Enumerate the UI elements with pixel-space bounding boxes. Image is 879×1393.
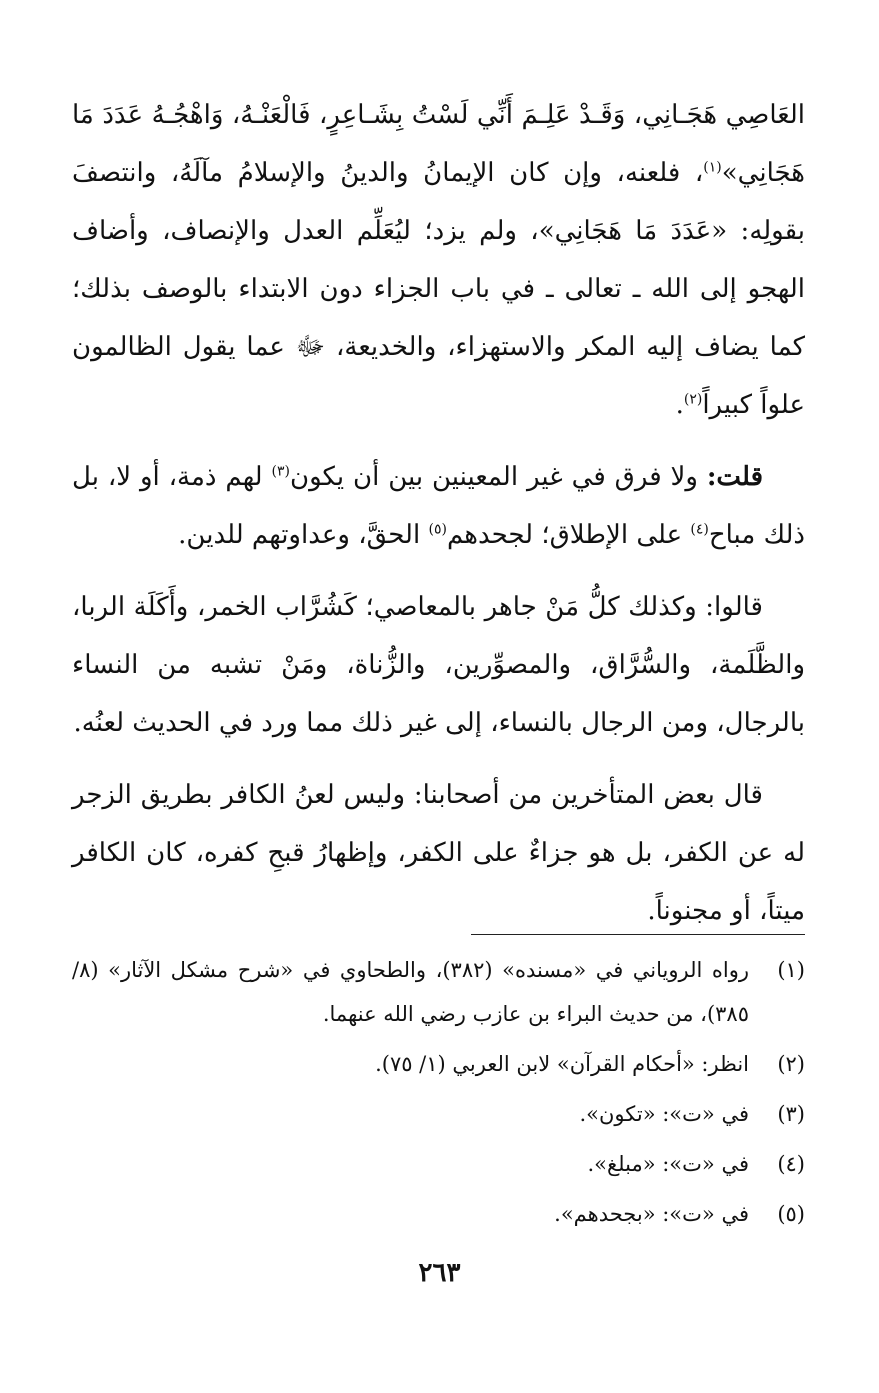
footnote-number: (٤) [777,1152,805,1176]
paragraph-2-text-d: الحقَّ، وعداوتهم للدين. [178,520,429,550]
paragraph-3-text: قالوا: وكذلك كلُّ مَنْ جاهر بالمعاصي؛ كَشُرَّاب الخمر، وأَكَلَة الربا، والظَّلَمة، والسُّرَّاق، والمصوِّرين، والزُّناة، ومَنْ تشبه من النساء بالرجال، ومن الرجال بالنساء، إلى غير ذلك مما ورد في الحديث لعنُه. [72,592,805,738]
page-number: ٢٦٣ [418,1258,461,1288]
footnote-ref-1: (١) [703,159,722,176]
footnote-5 [72,1192,805,1236]
footnote-text: في «ت»: «تكون». [579,1102,749,1126]
footnote-2 [72,1042,805,1086]
footnote-text: في «ت»: «بجحدهم». [554,1202,749,1226]
footnote-ref-2: (٢) [683,391,703,408]
main-text [72,86,805,940]
paragraph-2 [72,448,805,564]
footnote-text: انظر: «أحكام القرآن» لابن العربي (١/ ٧٥). [375,1052,749,1076]
footnotes [72,948,805,1242]
footnote-1 [72,948,805,1036]
footnote-ref-4: (٤) [690,521,709,538]
paragraph-1-text-a: العَاصِي هَجَـانِي، وَقَـدْ عَلِـمَ أَنِّي لَسْتُ بِشَـاعِرٍ، فَالْعَنْـهُ، وَاهْجُـهُ عَدَدَ مَا هَجَانِي» [72,100,805,188]
footnote-ref-3: (٣) [271,463,290,480]
footnote-number: (١) [777,958,805,982]
footnote-text: في «ت»: «مبلغ». [587,1152,749,1176]
footnote-4 [72,1142,805,1186]
paragraph-3 [72,578,805,752]
paragraph-4-text: قال بعض المتأخرين من أصحابنا: وليس لعنُ الكافر بطريق الزجر له عن الكفر، بل هو جزاءٌ على الكفر، وإظهارُ قبحِ كفره، كان الكافر ميتاً، أو مجنوناً. [72,780,805,926]
paragraph-2-lead: قلت: [706,462,763,492]
paragraph-4 [72,766,805,940]
footnote-number: (٣) [777,1102,805,1126]
paragraph-2-text-b: لهم ذمة، أو لا، بل ذلك مباح [72,462,805,550]
paragraph-2-text-c: على الإطلاق؛ لجحدهم [446,520,691,550]
footnote-separator [471,934,805,935]
paragraph-2-text-a: ولا فرق في غير المعينين بين أن يكون [289,462,707,492]
footnote-ref-5: (٥) [428,521,447,538]
footnote-3 [72,1092,805,1136]
footnote-number: (٢) [777,1052,805,1076]
footnote-text: رواه الروياني في «مسنده» (٣٨٢)، والطحاوي في «شرح مشكل الآثار» (٨/ ٣٨٥)، من حديث البراء بن عازب رضي الله عنهما. [72,958,749,1026]
paragraph-1 [72,86,805,434]
footnote-number: (٥) [777,1202,805,1226]
paragraph-1-text-b: ، فلعنه، وإن كان الإيمانُ والدينُ والإسلامُ مآلَهُ، وانتصفَ بقولِه: «عَدَدَ مَا هَجَانِي»، ولم يزد؛ ليُعَلِّم العدل والإنصاف، وأضاف الهجو إلى الله ـ تعالى ـ في باب الجزاء دون الابتداء بالوصف بذلك؛ كما يضاف إليه المكر والاستهزاء، والخديعة، ﷻ عما يقول الظالمون علواً كبيراً [72,158,805,420]
paragraph-1-text-c: . [675,390,684,420]
